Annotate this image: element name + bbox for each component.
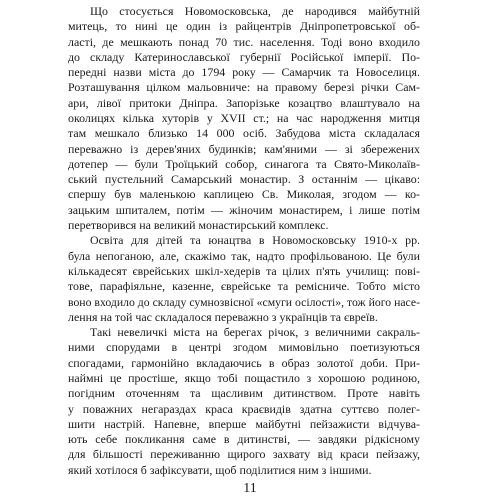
text-line: для більшості переживанню щирого захвату від краси пейзажу, (68, 447, 420, 462)
text-line: ють себе покликання саме в дитинстві, — завдяки рідкісному (68, 432, 420, 447)
text-line: перетворився на великий монастирський комплекс. (68, 218, 329, 233)
text-line: зацьким шпиталем, потім — жіночим монастирем, і лише потім (68, 202, 420, 217)
text-line: воно входило до складу сумнозвісної «смуги осілості», тож його насе- (68, 295, 420, 309)
text-line: ласті, де мешкають понад 70 тис. населення. Тоді воно входило (68, 34, 420, 49)
text-line: у поважних негараздах краса краєвидів здатна суттєво полег- (68, 401, 420, 416)
text-line: до складу Катеринославської губернії Російської імперії. По- (68, 49, 420, 64)
text-line: була непоганою, але, скажімо так, надто профільованою. Це були (68, 248, 420, 263)
text-line: Розташування цілком мальовниче: на правому березі річки Сам- (68, 80, 420, 95)
text-line: передні назви міста до 1794 року — Самарчик та Новоселиця. (68, 65, 420, 80)
text-line: лення на той час складалося переважно з українців та євреїв. (68, 309, 378, 324)
text-line: кількадесят єврейських шкіл-хедерів та цілих п'ять училищ: пові- (68, 263, 420, 278)
text-line: тове, парафіяльне, казенне, єврейське та ремісниче. Тобто місто (68, 279, 420, 294)
text-line: ними спорудами в центрі згодом мимовільно поетизуються (68, 340, 420, 355)
text-line: Такі невеличкі міста на берегах річок, з величними сакраль- (90, 325, 420, 340)
text-line: наймні це простіше, якщо тобі пощастило з хорошою родиною, (68, 370, 420, 385)
text-line: спогадами, гармонійно вкладаючись в образ золотої доби. При- (68, 355, 420, 370)
text-line: погідним оточенням та щасливим дитинством. Проте навіть (68, 386, 420, 401)
text-line: там мешкало близько 14 000 осіб. Забудова міста складалася (68, 126, 420, 141)
text-line: який хотілося б зафіксувати, щоб поділитися ним з іншими. (68, 462, 372, 477)
text-line: митець, то нині це один із райцентрів Дніпропетровської об- (68, 19, 420, 34)
text-line: ари, лівої притоки Дніпра. Запорізьке козацтво влаштувало на (68, 95, 420, 110)
text-line: дотепер — були Троїцький собор, синагога та Свято-Миколаїв- (68, 156, 420, 171)
text-line: шити настрій. Напевне, вперше майбутні пейзажисти відчува- (68, 416, 420, 431)
page-number: 11 (243, 481, 257, 496)
text-line: переважно із дерев'яних будинків; кам'яними — зі збережених (68, 141, 420, 156)
text-line: ський пустельний Самарський монастир. З останнім — цікаво: (68, 172, 420, 187)
text-line: Що стосується Новомосковська, де народився майбутній (90, 4, 420, 18)
text-line: Освіта для дітей та юнацтва в Новомосковську 1910-х рр. (90, 233, 420, 248)
text-line: спершу був маленькою каплицею Св. Миколая, згодом — ко- (68, 187, 420, 202)
text-line: околицях кілька хуторів у XVII ст.; на час народження митця (68, 111, 420, 126)
